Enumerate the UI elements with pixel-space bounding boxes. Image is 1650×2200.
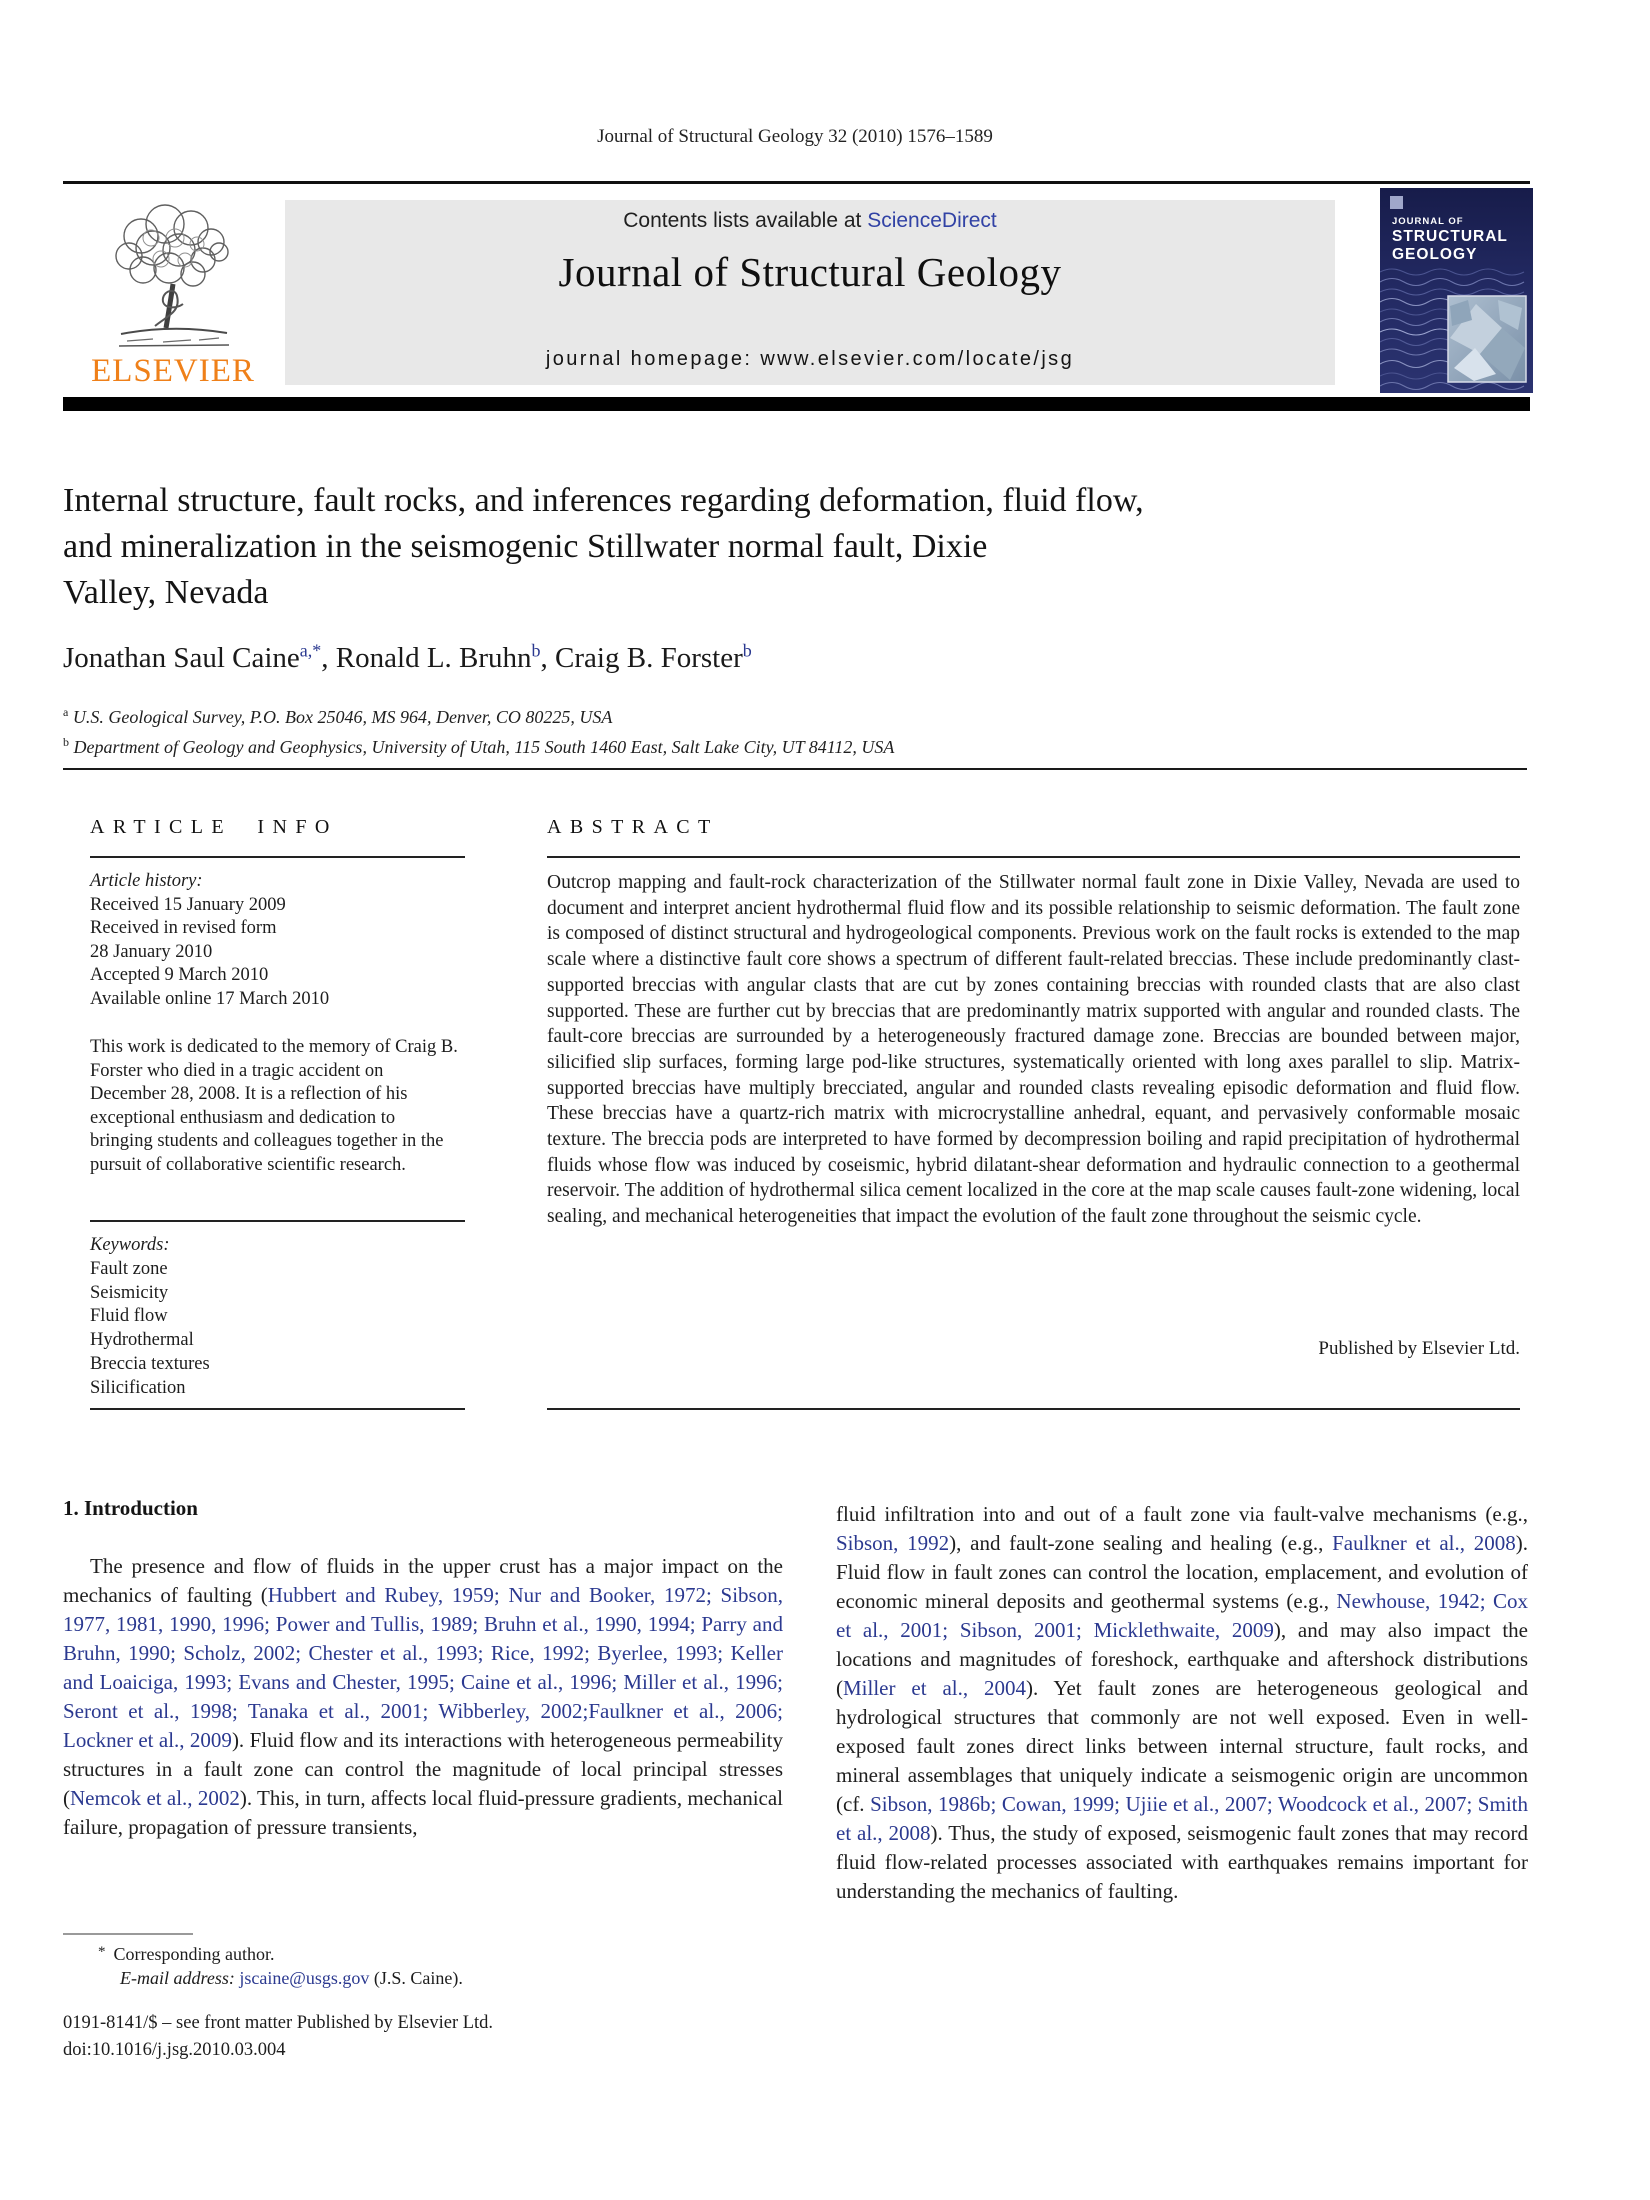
article-history-label: Article history: [90, 871, 203, 891]
history-line: Available online 17 March 2010 [90, 988, 330, 1009]
article-info-rule [90, 856, 465, 858]
affiliation-text: Department of Geology and Geophysics, University of Utah, 115 South 1460 East, Salt Lake City, UT 84112, USA [73, 736, 895, 757]
journal-title: Journal of Structural Geology [558, 249, 1062, 295]
abstract-rule [547, 856, 1520, 858]
affiliation-marker: b [63, 734, 69, 749]
author-name: Craig B. Forster [555, 641, 743, 674]
abstract-heading: ABSTRACT [547, 816, 719, 838]
elsevier-wordmark: ELSEVIER [91, 353, 255, 389]
cover-title-line2: STRUCTURAL [1392, 228, 1508, 245]
author-name: Ronald L. Bruhn [335, 641, 532, 674]
footnote-marker: * [98, 1944, 106, 1960]
abstract-text: Outcrop mapping and fault-rock characterization of the Stillwater normal fault zone in Dixie Valley, Nevada are used to document and interpret ancient hydrothermal fluid flow and its possible relationship to seismic deformation. The fault zone is composed of distinct structural and hydrogeological components. Previous work on the fault rocks is extended to the map scale where a distinctive fault core shows a spectrum of different fault-related breccias. These include predominantly clast-supported breccias with angular clasts that are cut by zones containing breccias with rounded clasts that are also clast supported. These are further cut by breccias that are predominantly matrix supported with angular and rounded clasts. The fault-core breccias are surrounded by a heterogeneously fractured damage zone. Breccias are bounded between major, silicified slip surfaces, forming large pod-like structures, systematically oriented with long axes parallel to slip. Matrix-supported breccias have multiply brecciated, angular and rounded clasts revealing episodic deformation and fluid flow. These breccias have a quartz-rich matrix with microcrystalline anhedral, equant, and pervasively conformable mosaic texture. The breccia pods are interpreted to have formed by decompression boiling and rapid precipitation of hydrothermal fluids whose flow was induced by coseismic, hybrid dilatant-shear deformation and hydraulic connection to a geothermal reservoir. The addition of hydrothermal silica cement localized in the core at the map scale causes fault-zone widening, local sealing, and mechanical heterogeneities that impact the evolution of the fault zone throughout the seismic cycle. [547, 872, 1520, 1228]
keyword: Fluid flow [90, 1306, 168, 1327]
article-title-line: Internal structure, fault rocks, and inferences regarding deformation, fluid flow, [63, 482, 1144, 519]
masthead-band [285, 200, 1335, 385]
cover-emblem-icon [1390, 196, 1403, 209]
text-segment: E-mail address: [120, 1968, 240, 1988]
citation-link[interactable]: Faulkner et al., 2008 [1332, 1531, 1516, 1555]
footnote-rule [63, 1933, 193, 1935]
affiliation [63, 700, 894, 730]
text-segment: ). This, in turn, affects local fluid-pressure gradients, mechanical failure, propagation of pressure transients, [63, 1786, 784, 1839]
abstract-bottom-rule [547, 1408, 1520, 1410]
article-title [63, 478, 1144, 616]
journal-cover-thumbnail [1380, 188, 1533, 393]
cover-title-line3: GEOLOGY [1392, 246, 1478, 263]
dedication-note: This work is dedicated to the memory of Craig B. Forster who died in a tragic accident on December 28, 2008. It is a reflection of his exceptional enthusiasm and dedication to bringing students and colleagues together in the pursuit of collaborative scientific research. [90, 1037, 458, 1175]
citation-link[interactable]: jscaine@usgs.gov [239, 1968, 370, 1988]
contents-prefix: Contents lists available at [623, 209, 868, 232]
author-name: Jonathan Saul Caine [63, 641, 300, 674]
text-segment: ). Fluid flow in fault zones can control the location, emplacement, and evolution of economic mineral deposits and geothermal systems (e.g., [836, 1531, 1528, 1613]
citation-link[interactable]: Sibson, 1986b; Cowan, 1999; Ujiie et al., 2007; Woodcock et al., 2007; Smith et al., 2008 [836, 1792, 1528, 1845]
doi-line: doi:10.1016/j.jsg.2010.03.004 [63, 2039, 286, 2060]
history-line: Received in revised form [90, 918, 277, 938]
affiliation [63, 730, 894, 760]
affiliation-marker: a [63, 705, 69, 719]
author [63, 642, 336, 674]
corresponding-author-note [98, 1944, 274, 1965]
email-line [120, 1968, 463, 1989]
article-info-heading: ARTICLE INFO [90, 816, 338, 838]
text-segment: ). Thus, the study of exposed, seismogenic fault zones that may record fluid flow-related processes associated with earthquakes remains important for understanding the mechanics of faulting. [836, 1821, 1528, 1903]
text-segment: (J.S. Caine). [369, 1968, 463, 1988]
author [336, 642, 555, 674]
cover-inset-photo [1448, 296, 1526, 382]
keywords-block [90, 1234, 465, 1401]
author-affil-marker[interactable]: b [742, 640, 752, 660]
keyword: Breccia textures [90, 1353, 210, 1374]
text-segment: ). Yet fault zones are heterogeneous geological and hydrological structures that commonly are not well exposed. Even in well-exposed fault zones direct links between internal structure, fault rocks, and mineral assemblages that uniquely indicate a seismogenic origin are uncommon (cf. [836, 1676, 1528, 1816]
intro-paragraph-left-column [63, 1552, 783, 1842]
masthead-black-bar [63, 397, 1530, 411]
author [555, 642, 752, 674]
text-segment: ), and fault-zone sealing and healing (e.g., [949, 1531, 1333, 1555]
sciencedirect-link[interactable]: ScienceDirect [867, 209, 997, 232]
text-segment: The presence and flow of fluids in the upper crust has a major impact on the mechanics of faulting ( [63, 1554, 783, 1607]
cover-title-line1: JOURNAL OF [1392, 216, 1464, 227]
keyword: Fault zone [90, 1258, 168, 1279]
text-segment: ). Fluid flow and its interactions with heterogeneous permeability structures in a fault zone can control the magnitude of local principal stresses ( [63, 1728, 783, 1810]
publisher-note: Published by Elsevier Ltd. [1318, 1338, 1520, 1359]
author-affil-marker[interactable]: a,* [299, 640, 322, 660]
elsevier-logo [85, 196, 261, 390]
keyword: Hydrothermal [90, 1330, 194, 1351]
text-segment: ), and may also impact the locations and magnitudes of foreshock, earthquake and aftershock distributions ( [836, 1618, 1528, 1700]
intro-paragraph-right-column [836, 1500, 1528, 1906]
article-info-bottom-rule [90, 1408, 465, 1410]
title-divider-rule [63, 768, 1527, 770]
affiliations [63, 700, 894, 759]
article-title-line: and mineralization in the seismogenic Stillwater normal fault, Dixie [63, 528, 988, 565]
citation-link[interactable]: Miller et al., 2004 [843, 1676, 1027, 1700]
page-footer [63, 2010, 493, 2063]
citation-link[interactable]: Nemcok et al., 2002 [70, 1786, 240, 1810]
elsevier-tree-icon [93, 196, 253, 352]
top-rule [63, 181, 1530, 184]
text-segment: fluid infiltration into and out of a fault zone via fault-valve mechanisms (e.g., [836, 1502, 1528, 1526]
affiliation-text: U.S. Geological Survey, P.O. Box 25046, MS 964, Denver, CO 80225, USA [72, 707, 613, 727]
article-title-line: Valley, Nevada [63, 574, 269, 611]
history-line: 28 January 2010 [90, 941, 213, 962]
citation-link[interactable]: Hubbert and Rubey, 1959; Nur and Booker, 1972; Sibson, 1977, 1981, 1990, 1996; Power and Tullis, 1989; Bruhn et al., 1990, 1994; Parry and Bruhn, 1990; Scholz, 2002; Chester et al., 1993; Rice, 1992; Byerlee, 1993; Keller and Loaiciga, 1993; Evans and Chester, 1995; Caine et al., 1996; Miller et al., 1996; Seront et al., 1998; Tanaka et al., 2001; Wibberley, 2002;Faulkner et al., 2006; Lockner et al., 2009 [63, 1583, 783, 1752]
issn-copyright-line: 0191-8141/$ – see front matter Published by Elsevier Ltd. [63, 2013, 494, 2033]
author-affil-marker[interactable]: b [531, 640, 541, 660]
section-heading-introduction: 1. Introduction [63, 1496, 198, 1520]
keyword: Seismicity [90, 1282, 169, 1303]
journal-citation-header: Journal of Structural Geology 32 (2010) 1576–1589 [597, 126, 993, 147]
journal-homepage-link[interactable]: journal homepage: www.elsevier.com/locate/jsg [545, 348, 1075, 370]
history-line: Accepted 9 March 2010 [90, 965, 269, 985]
authors-line [63, 640, 752, 675]
keywords-rule [90, 1220, 465, 1222]
citation-link[interactable]: Newhouse, 1942; Cox et al., 2001; Sibson, 2001; Micklethwaite, 2009 [836, 1589, 1528, 1642]
author-separator: , [321, 641, 336, 674]
contents-line [285, 209, 1335, 233]
citation-link[interactable]: Sibson, 1992 [836, 1531, 950, 1555]
keywords-label: Keywords: [90, 1235, 170, 1255]
author-separator: , [540, 641, 556, 674]
corresponding-author-text: Corresponding author. [113, 1944, 275, 1964]
keyword: Silicification [90, 1377, 186, 1398]
history-line: Received 15 January 2009 [90, 894, 286, 915]
journal-cover-art [1380, 188, 1533, 393]
article-history [90, 870, 465, 1011]
